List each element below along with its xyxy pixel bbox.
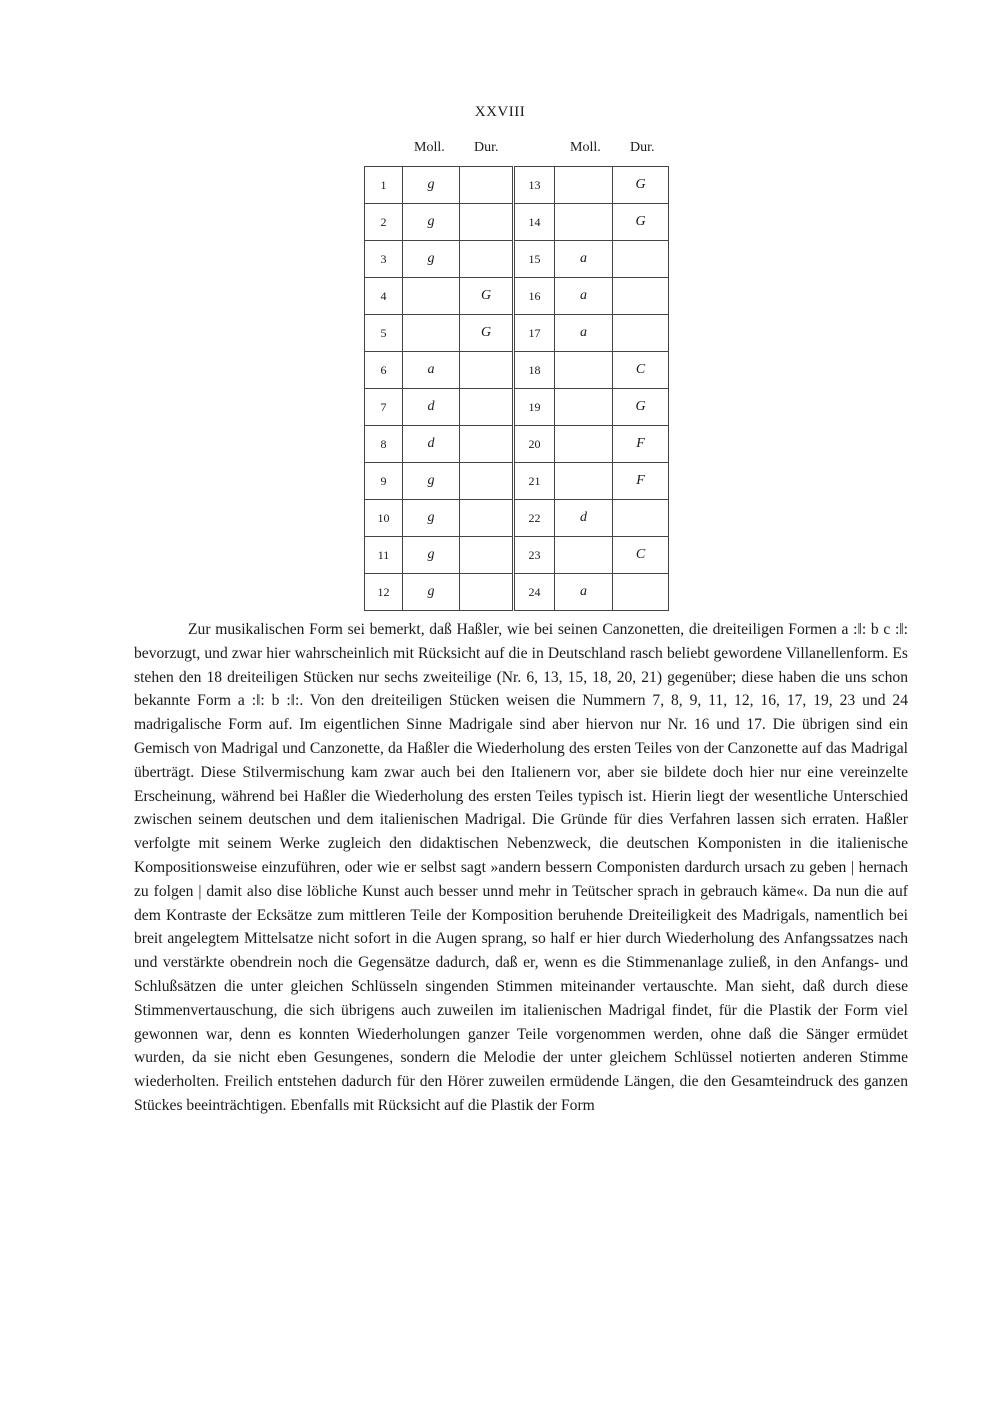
table-cell-moll2: d [555,500,613,537]
table-cell-dur2 [613,241,669,278]
header-dur-right: Dur. [630,140,655,155]
table-cell-moll1: a [403,352,460,389]
table-row [365,389,669,426]
paragraph: Zur musikalischen Form sei bemerkt, daß Haßler, wie bei seinen Canzonetten, die dreiteiligen Formen a :‖: b c :‖: bevorzugt, und zwar hier wahrscheinlich mit Rücksicht auf die in Deutschland rasch beliebt gewordene Villanellenform. Es stehen den 18 dreiteiligen Stücken nur sechs zweiteilige (Nr. 6, 13, 15, 18, 20, 21) gegenüber; diese haben die uns schon bekannte Form a :‖: b :‖:. Von den dreiteiligen Stücken weisen die Nummern 7, 8, 9, 11, 12, 16, 17, 19, 23 und 24 madrigalische Form auf. Im eigentlichen Sinne Madrigale sind aber hiervon nur Nr. 16 und 17. Die übrigen sind ein Gemisch von Madrigal und Canzonette, da Haßler die Wiederholung des ersten Teiles von der Canzonette auf das Madrigal überträgt. Diese Stilvermischung kam zwar auch bei den Italienern vor, aber sie bildete doch hier nur eine vereinzelte Erscheinung, während bei Haßler die Wiederholung des ersten Teiles typisch ist. Hierin liegt der wesentliche Unterschied zwischen seinem deutschen und dem italienischen Madrigal. Die Gründe für dies Verfahren lassen sich erraten. Haßler verfolgte mit seinem Werke zugleich den didaktischen Nebenzweck, die deutschen Komponisten in die italienische Kompositionsweise einzuführen, oder wie er selbst sagt »andern bessern Componisten dardurch ursach zu geben | hernach zu folgen | damit also dise löbliche Kunst auch besser unnd mehr in Teütscher sprach in gebrauch käme«. Da nun die auf dem Kontraste der Ecksätze zum mittleren Teile der Komposition beruhende Dreiteiligkeit des Madrigals, namentlich bei breit angelegtem Mittelsatze nicht sofort in die Augen sprang, so half er hier durch Wiederholung des Anfangssatzes nach und verstärkte obendrein noch die Gegensätze dadurch, daß er, wenn es die Stimmenanlage zuließ, in den Anfangs- und Schlußsätzen die unter gleichen Schlüsseln singenden Stimmen miteinander vertauschte. Man sieht, daß durch diese Stimmenvertauschung, die sich übrigens auch zuweilen im italienischen Madrigal findet, für die Plastik der Form viel gewonnen war, denn es konnten Wiederholungen ganzer Teile vorgenommen werden, ohne daß die Sänger ermüdet wurden, da sie nicht eben Gesungenes, sondern die Melodie der unter gleichem Schlüssel notierten anderen Stimme wiederholten. Freilich entstehen dadurch für den Hörer zuweilen ermüdende Längen, die den Gesamteindruck des ganzen Stückes beeinträchtigen. Ebenfalls mit Rücksicht auf die Plastik der Form [134,621,908,1114]
table-cell-n1: 11 [365,537,403,574]
table-cell-dur1 [460,389,514,426]
table-cell-dur1 [460,241,514,278]
table-cell-n2: 18 [514,352,555,389]
table-cell-dur2 [613,500,669,537]
table-cell-moll2 [555,167,613,204]
table-cell-dur2: C [613,352,669,389]
table-cell-moll2: a [555,241,613,278]
table-cell-moll1: d [403,426,460,463]
table-cell-moll2: a [555,278,613,315]
table-cell-dur1 [460,574,514,611]
table-cell-dur2: F [613,463,669,500]
table-cell-n2: 24 [514,574,555,611]
table-cell-n2: 14 [514,204,555,241]
table-cell-n1: 2 [365,204,403,241]
table-cell-n1: 4 [365,278,403,315]
page-number: XXVIII [474,104,526,120]
table-cell-n1: 7 [365,389,403,426]
table-row [365,500,669,537]
table-cell-dur1 [460,204,514,241]
table-cell-moll1 [403,315,460,352]
table-cell-dur1: G [460,315,514,352]
table-cell-dur1 [460,500,514,537]
table-row [365,278,669,315]
table-cell-n2: 21 [514,463,555,500]
table-cell-dur2: F [613,426,669,463]
table-cell-moll2 [555,426,613,463]
table-cell-n1: 1 [365,167,403,204]
table-cell-n2: 20 [514,426,555,463]
table-cell-moll1: g [403,537,460,574]
table-cell-moll1: g [403,500,460,537]
table-cell-n2: 19 [514,389,555,426]
table-cell-n1: 12 [365,574,403,611]
table-cell-n2: 17 [514,315,555,352]
table-cell-dur1 [460,167,514,204]
table-cell-moll1: g [403,463,460,500]
table-cell-dur1 [460,463,514,500]
header-moll-right: Moll. [570,140,601,155]
table-cell-moll1: g [403,167,460,204]
table-row [365,426,669,463]
table-cell-moll2 [555,463,613,500]
table-cell-dur1: G [460,278,514,315]
table-cell-dur1 [460,426,514,463]
table-cell-moll1: g [403,204,460,241]
table-cell-n1: 3 [365,241,403,278]
table-row [365,204,669,241]
key-table-body [365,167,669,611]
header-dur-left: Dur. [474,140,499,155]
table-cell-n1: 10 [365,500,403,537]
table-row [365,241,669,278]
table-cell-n1: 5 [365,315,403,352]
table-cell-dur1 [460,537,514,574]
table-cell-n2: 16 [514,278,555,315]
table-cell-n1: 8 [365,426,403,463]
table-row [365,537,669,574]
table-cell-n2: 13 [514,167,555,204]
table-cell-dur1 [460,352,514,389]
table-cell-dur2: G [613,204,669,241]
table-cell-n2: 15 [514,241,555,278]
table-cell-moll2 [555,389,613,426]
table-row [365,352,669,389]
table-cell-moll2 [555,352,613,389]
body-text [134,618,908,1118]
table-row [365,315,669,352]
table-cell-moll1: g [403,574,460,611]
table-cell-dur2 [613,278,669,315]
table-cell-dur2 [613,315,669,352]
table-cell-n1: 6 [365,352,403,389]
table-cell-moll1 [403,278,460,315]
table-cell-moll1: g [403,241,460,278]
table-cell-dur2: G [613,167,669,204]
key-table [364,166,669,611]
table-cell-moll2: a [555,574,613,611]
table-cell-dur2: G [613,389,669,426]
table-cell-n2: 23 [514,537,555,574]
table-row [365,463,669,500]
table-cell-moll1: d [403,389,460,426]
header-moll-left: Moll. [414,140,445,155]
table-cell-moll2 [555,537,613,574]
table-row [365,167,669,204]
table-cell-moll2 [555,204,613,241]
table-cell-dur2: C [613,537,669,574]
table-cell-n2: 22 [514,500,555,537]
table-cell-n1: 9 [365,463,403,500]
table-cell-moll2: a [555,315,613,352]
table-row [365,574,669,611]
table-cell-dur2 [613,574,669,611]
